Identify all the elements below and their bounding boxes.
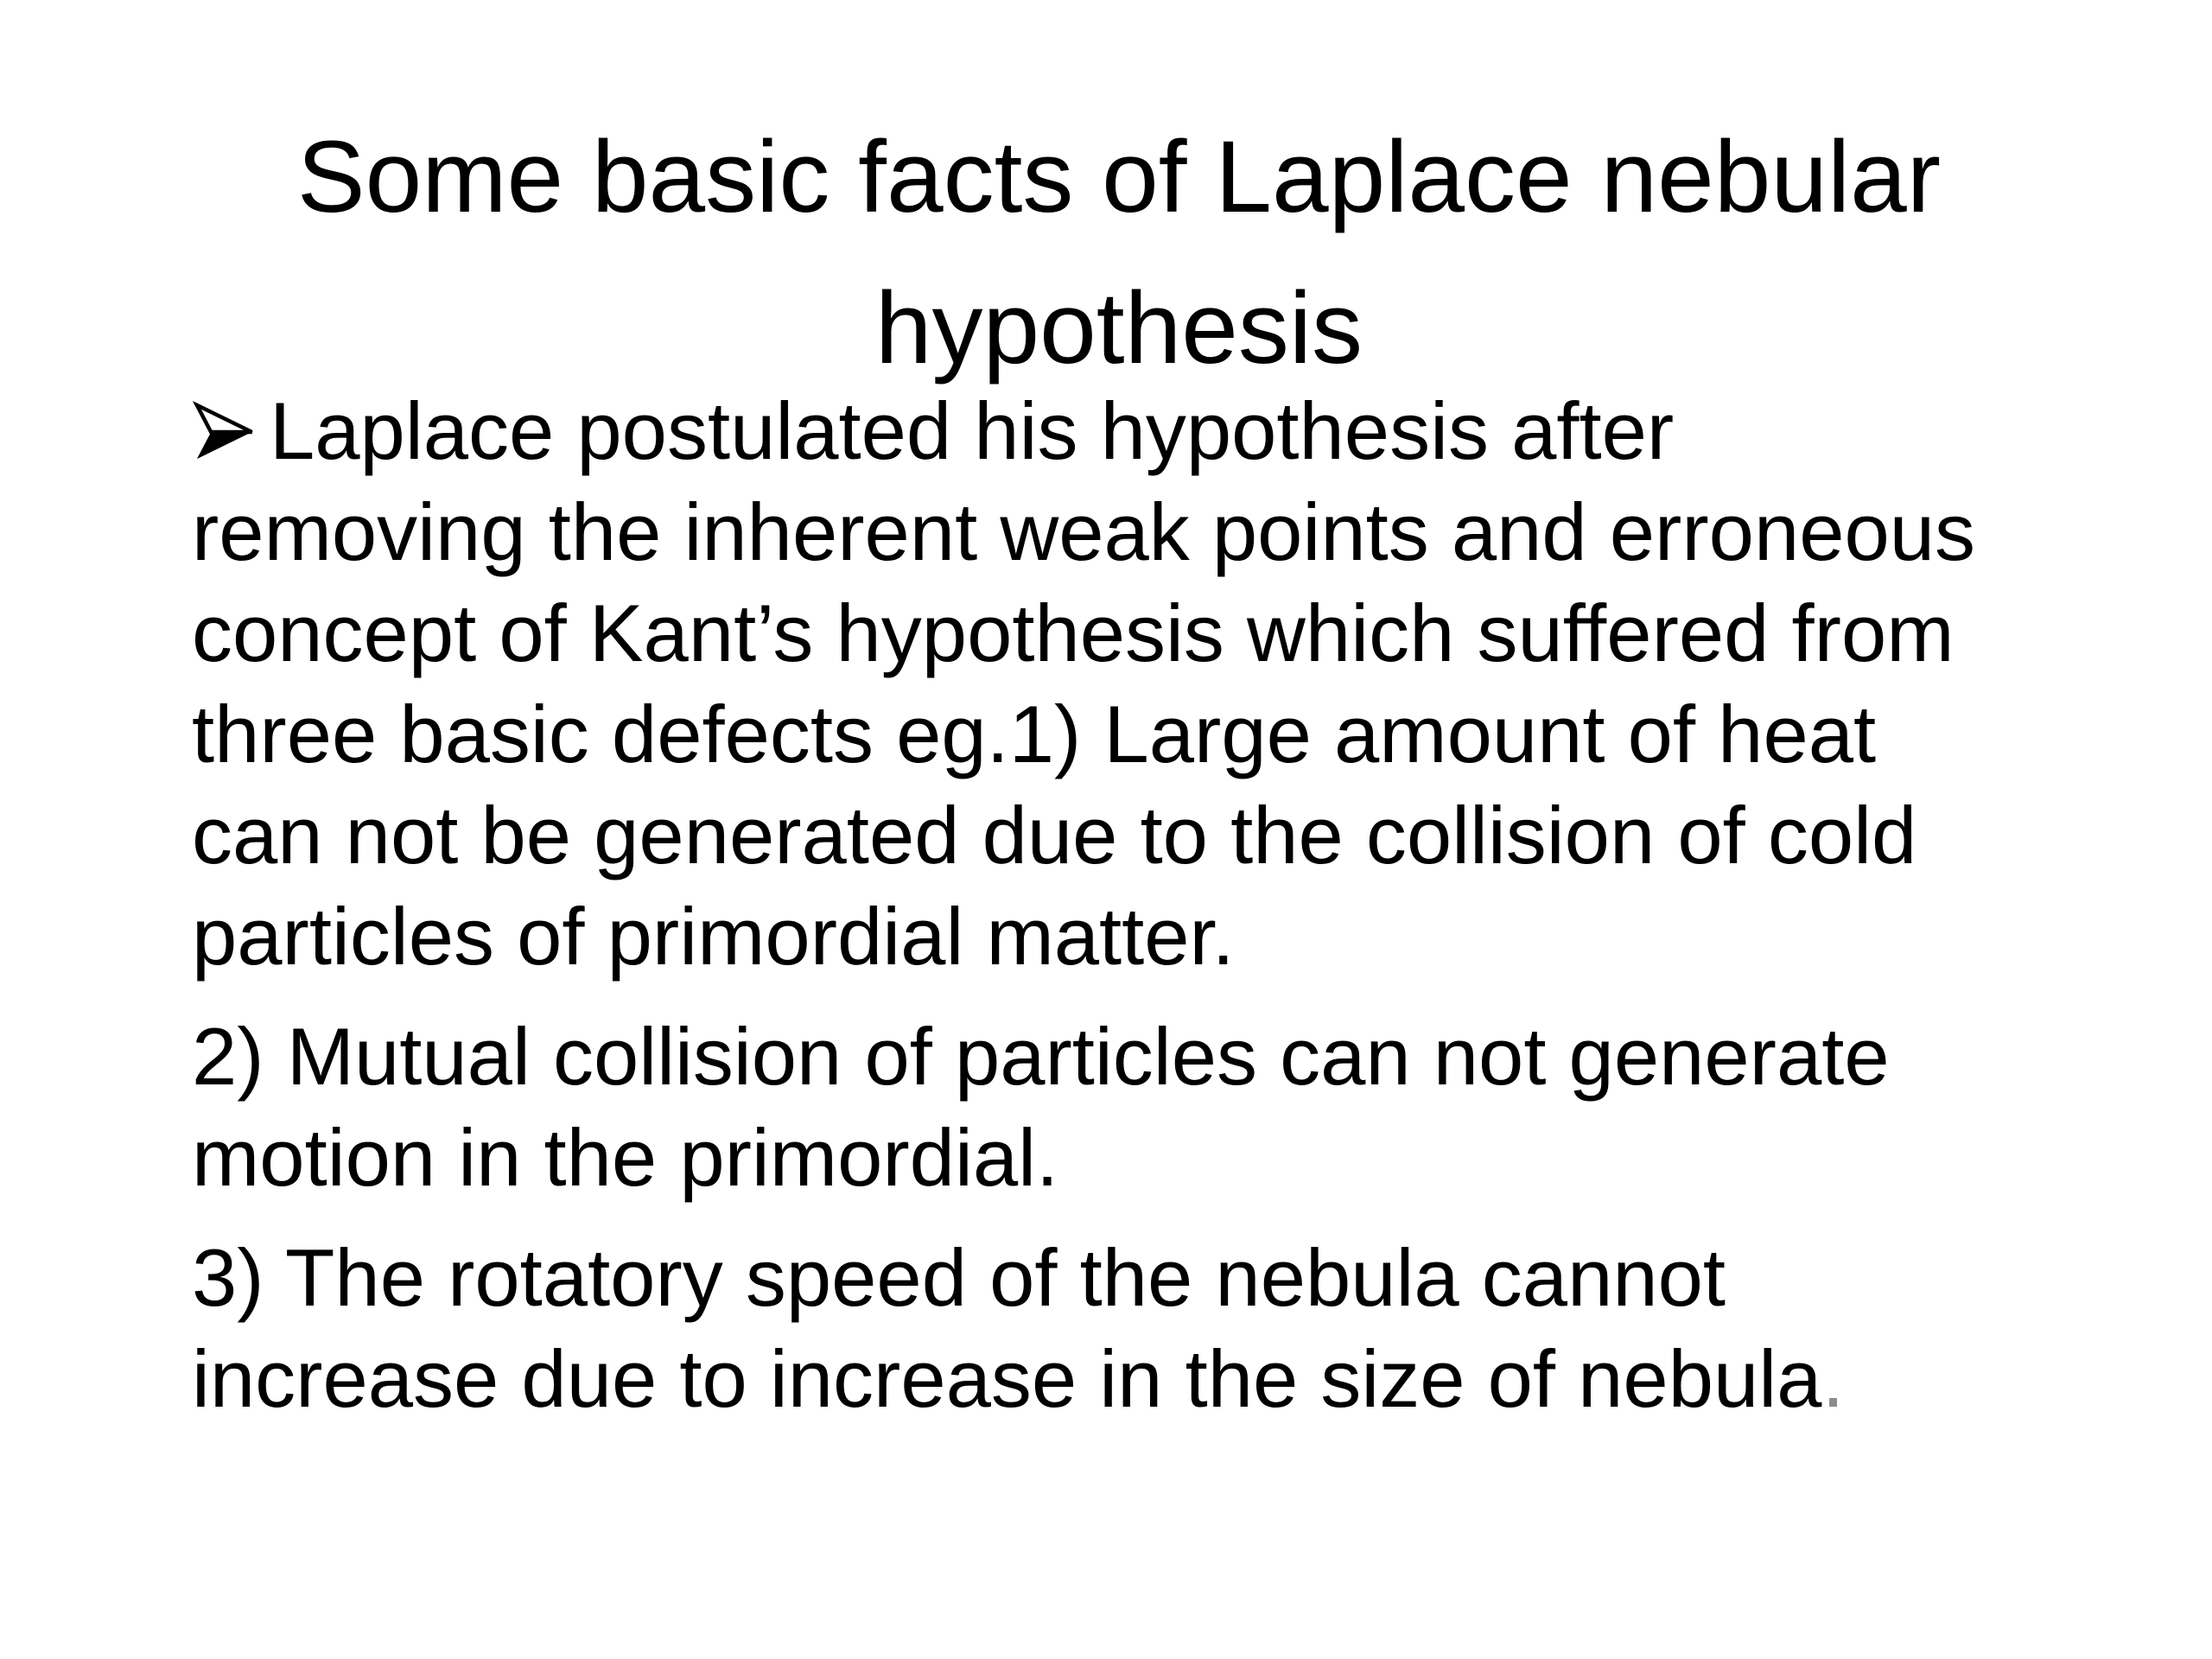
paragraph-text: Laplace postulated his hypothesis after removing the inherent weak points and erroneous concept of Kant’s hypothesis which suffered from three basic defects eg.1) Large amount of heat can not be generated due to the collision of cold particles of primordial matter. — [192, 385, 1976, 982]
paragraph-laplace-postulate — [192, 380, 1989, 987]
slide-title: Some basic facts of Laplace nebular hypothesis — [296, 120, 1942, 385]
paragraph-rotatory-speed — [192, 1227, 1989, 1429]
trailing-period: . — [1821, 1333, 1845, 1424]
paragraph-mutual-collision — [192, 1006, 1989, 1208]
arrowhead-bullet-icon — [192, 400, 270, 464]
paragraph-text: 2) Mutual collision of particles can not generate motion in the primordial. — [192, 1011, 1890, 1203]
paragraph-text: 3) The rotatory speed of the nebula cannot increase due to increase in the size of nebula — [192, 1232, 1822, 1424]
slide-body — [192, 380, 1989, 1429]
